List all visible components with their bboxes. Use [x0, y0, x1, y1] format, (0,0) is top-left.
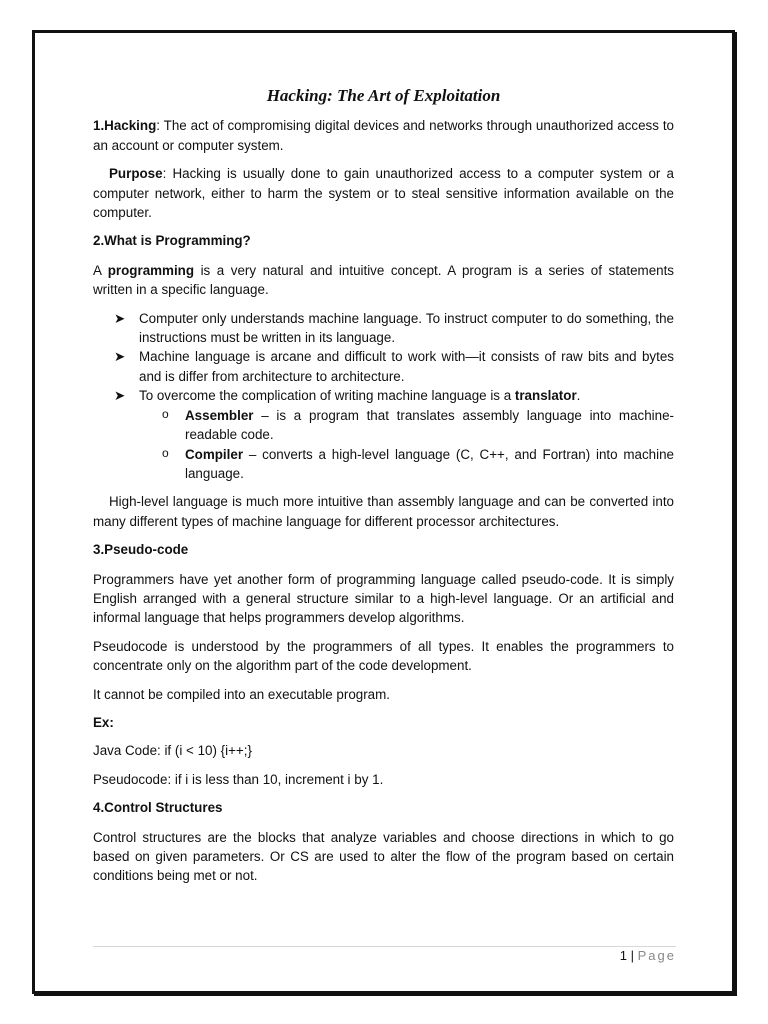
sublist-label: Compiler	[185, 446, 244, 462]
translator-bold: translator	[514, 388, 577, 404]
hacking-text: : The act of compromising digital devices and networks through unauthorized access to an account or computer system.	[93, 118, 674, 153]
page-number: 1	[619, 948, 627, 963]
pseudo-code-paragraph-2: Pseudocode is understood by the programmers of all types. It enables the programmers to concentrate only on the algorithm part of the code development.	[93, 638, 674, 674]
list-item	[114, 309, 674, 348]
sublist-text: – converts a high-level language (C, C++, and Fortran) into machine language.	[185, 446, 674, 481]
document-body	[93, 86, 674, 895]
page-word: Page	[637, 948, 676, 963]
high-level-paragraph: High-level language is much more intuitive than assembly language and can be converted into many different types of machine language for different processor architectures.	[93, 494, 674, 529]
arrow-bullet-icon: ➤	[114, 310, 126, 326]
pseudo-code-heading: 3.Pseudo-code	[93, 542, 189, 558]
programming-intro	[93, 261, 674, 300]
pseudo-code-paragraph-1: Programmers have yet another form of programming language called pseudo-code. It is simply English arranged with a general structure similar to a high-level language. Or an artificial and informal language that helps programmers develop algorithms.	[93, 571, 674, 626]
arrow-bullet-icon: ➤	[114, 388, 126, 404]
purpose-paragraph	[93, 164, 674, 222]
java-code-line: Java Code: if (i < 10) {i++;}	[93, 743, 252, 759]
list-item	[114, 386, 674, 483]
hacking-label: 1.Hacking	[93, 118, 157, 134]
intro-bold: programming	[107, 262, 195, 278]
circle-bullet-icon: o	[162, 406, 169, 421]
arrow-bullet-icon: ➤	[114, 349, 126, 365]
pseudo-code-paragraph-3: It cannot be compiled into an executable program.	[93, 686, 391, 702]
intro-text-b: is a very natural and intuitive concept. A program is a series of statements written in a specific language.	[93, 262, 674, 298]
purpose-text: : Hacking is usually done to gain unauthorized access to a computer system or a computer network, either to harm the system or to steal sensitive information available on the computer.	[93, 166, 674, 221]
sublist-label: Assembler	[185, 407, 254, 423]
control-structures-heading: 4.Control Structures	[93, 800, 223, 816]
list-item-text: To overcome the complication of writing machine language is a	[139, 388, 515, 404]
page-title: Hacking: The Art of Exploitation	[266, 86, 501, 105]
intro-text-a: A	[93, 262, 108, 278]
list-item-text: Machine language is arcane and difficult to work with—it consists of raw bits and bytes and is differ from architecture to architecture.	[139, 349, 674, 384]
hacking-definition	[93, 116, 674, 155]
sublist-text: – is a program that translates assembly language into machine-readable code.	[185, 407, 674, 443]
list-item-text: Computer only understands machine language. To instruct computer to do something, the instructions must be written in its language.	[139, 310, 674, 346]
sublist-item	[162, 406, 674, 445]
translator-sublist	[139, 406, 674, 484]
page-footer	[500, 948, 676, 963]
list-item	[114, 347, 674, 386]
sublist-item	[162, 445, 674, 484]
control-structures-paragraph: Control structures are the blocks that analyze variables and choose directions in which to go based on given parameters. Or CS are used to alter the flow of the program based on certain conditions being met or not.	[93, 829, 674, 884]
programming-heading: 2.What is Programming?	[93, 233, 251, 249]
programming-list	[93, 309, 674, 484]
list-item-text: .	[576, 388, 581, 404]
footer-separator: |	[630, 948, 634, 963]
circle-bullet-icon: o	[162, 445, 169, 460]
example-label	[93, 713, 674, 732]
purpose-label: Purpose	[109, 166, 163, 182]
footer-divider	[93, 946, 676, 947]
example-label-text: Ex:	[93, 714, 114, 730]
pseudocode-line: Pseudocode: if i is less than 10, increment i by 1.	[93, 771, 384, 787]
